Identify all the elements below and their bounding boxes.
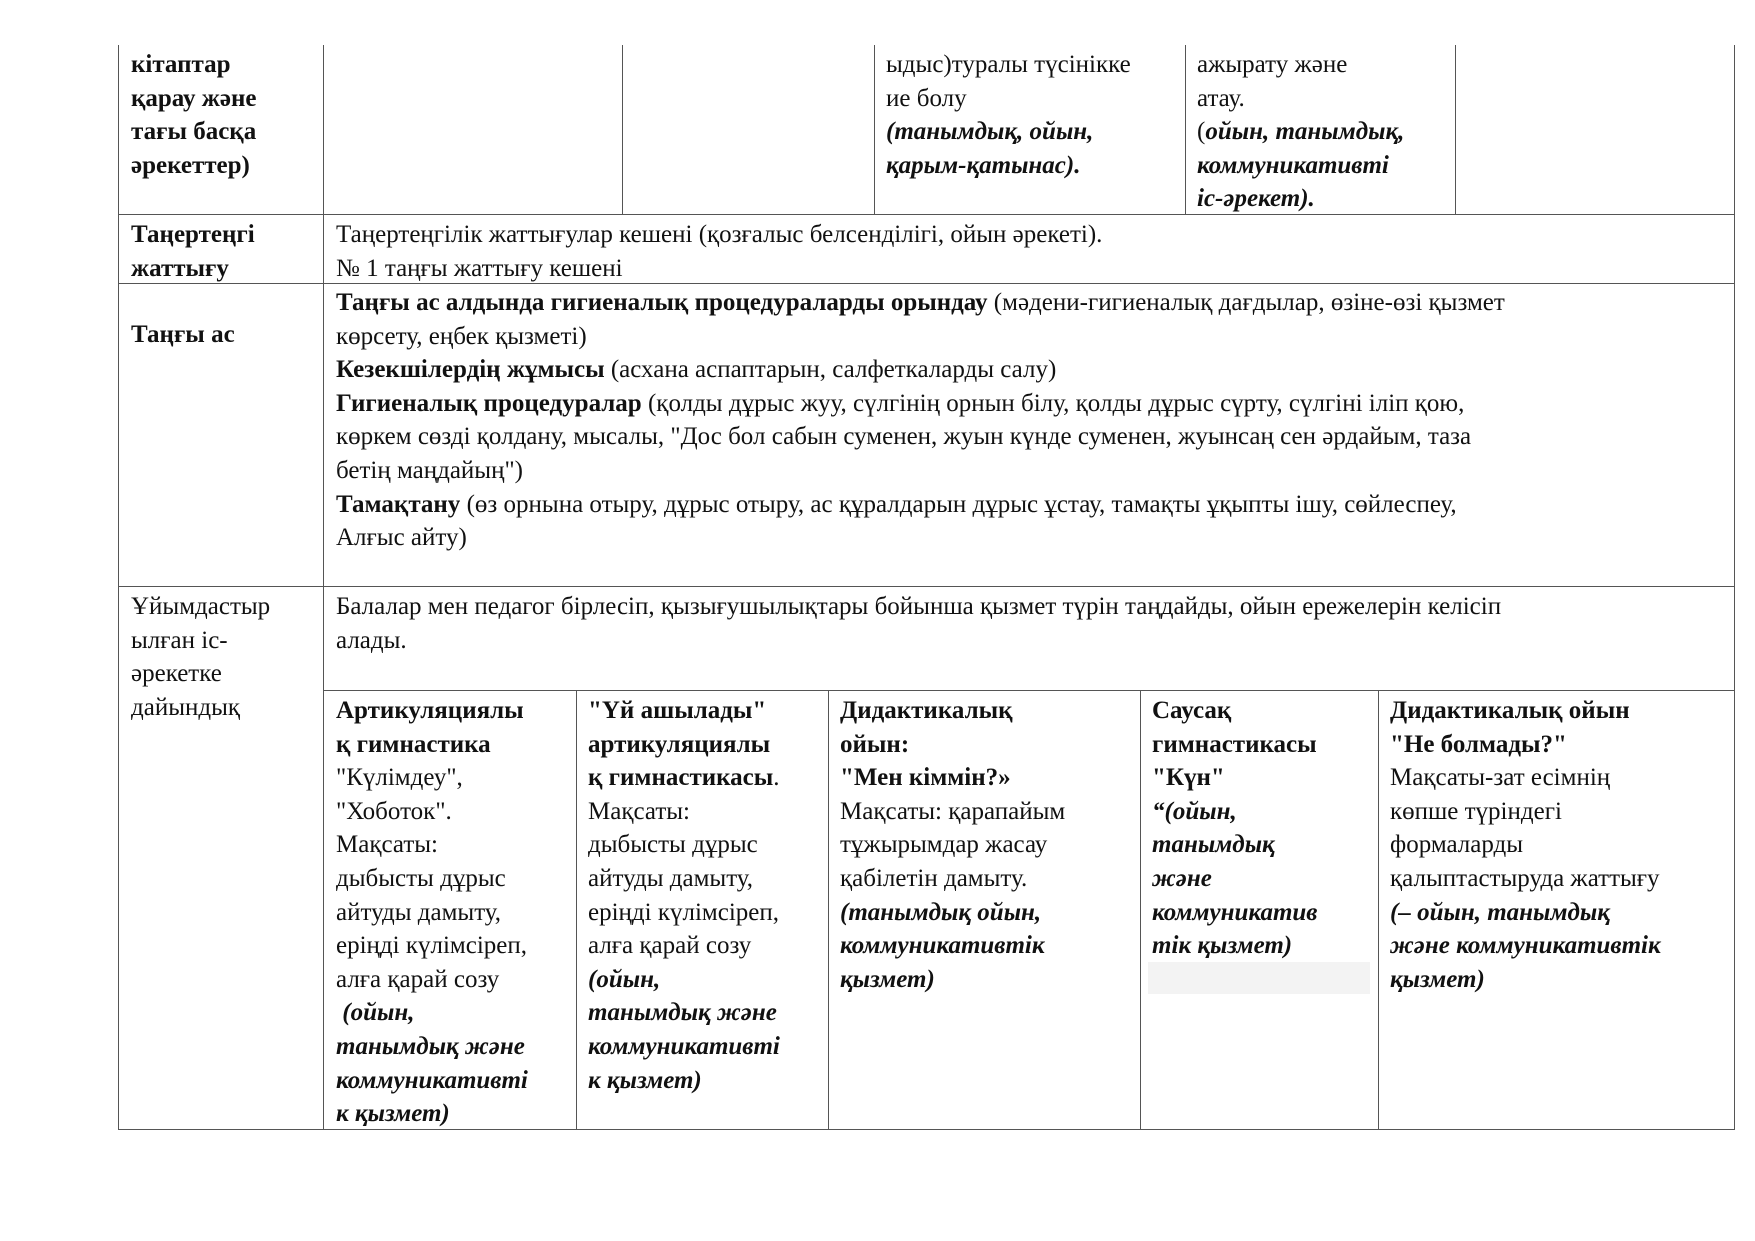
activity-title: қ гимнастика: [336, 730, 491, 758]
activity-line: "Хоботок".: [336, 797, 452, 825]
cell-line: ажырату және: [1197, 51, 1348, 78]
activity-line: алға қарай созу: [336, 965, 500, 993]
activity-type-note: коммуникативті: [1197, 151, 1389, 179]
activity-type-note: коммуникатив: [1152, 898, 1318, 926]
activity-type-note: қызмет): [1390, 965, 1485, 993]
breakfast-line: Алғыс айту): [336, 524, 467, 552]
label-line: дайындық: [131, 693, 241, 721]
table-rule: [874, 45, 875, 215]
breakfast-text: (асхана аспаптарын, салфеткаларды салу): [604, 356, 1057, 384]
label-line: әрекеттер): [131, 151, 250, 179]
table-rule: [1140, 690, 1141, 1130]
activity-line: алға қарай созу: [588, 932, 752, 960]
breakfast-line: [336, 387, 1731, 421]
activity-type-note: (ойын,: [336, 999, 415, 1027]
activity-type-note: тік қызмет): [1152, 932, 1293, 960]
exercise-line: Таңертеңгілік жаттығулар кешені (қозғалыс белсенділігі, ойын әрекеті).: [336, 221, 1103, 248]
breakfast-heading: Таңғы ас алдында гигиеналық процедураларды орындау: [336, 289, 988, 316]
activity-line: көпше түріндегі: [1390, 797, 1562, 825]
breakfast-row-content: [336, 286, 1731, 555]
top-row-cell-5: [1197, 48, 1452, 216]
table-rule: [576, 690, 577, 1130]
activity-cell-3: [840, 694, 1138, 996]
prep-row-label: [131, 590, 316, 724]
activity-type-note: танымдық: [1152, 831, 1275, 859]
activity-title: "Не болмады?": [1390, 730, 1567, 758]
table-rule: [1455, 45, 1456, 215]
paren: (: [1197, 118, 1206, 146]
activity-line: еріңді күлімсіреп,: [336, 932, 527, 960]
activity-line: "Күлімдеу",: [336, 764, 463, 792]
activity-title: "Мен кіммін?»: [840, 764, 1011, 792]
activity-line: тұжырымдар жасау: [840, 831, 1048, 859]
label-line: ылған іс-: [131, 626, 228, 654]
exercise-row-label: [131, 218, 316, 285]
breakfast-heading: Кезекшілердің жұмысы: [336, 356, 605, 384]
table-rule: [323, 45, 324, 1130]
breakfast-text: (өз орнына отыру, дұрыс отыру, ас құралдарын дұрыс ұстау, тамақты ұқыпты ішу, сөйлеспеу,: [460, 490, 1457, 518]
activity-title: артикуляциялы: [588, 730, 771, 758]
activity-type-note: іс-әрекет).: [1197, 185, 1315, 213]
activity-line: Мақсаты:: [336, 831, 438, 859]
activity-title: ойын:: [840, 730, 910, 758]
activity-title: "Үй ашылады": [588, 697, 767, 724]
activity-type-note: коммуникативті: [336, 1066, 528, 1094]
activity-line: еріңді күлімсіреп,: [588, 898, 779, 926]
activity-title: Дидактикалық ойын: [1390, 697, 1630, 724]
breakfast-row-label: [131, 318, 316, 352]
cell-line: атау.: [1197, 84, 1245, 112]
breakfast-line: көркем сөзді қолдану, мысалы, "Дос бол сабын суменен, жуын күнде суменен, жуынсаң сен әрдайым, таза: [336, 423, 1472, 451]
activity-line: формаларды: [1390, 831, 1524, 859]
activity-cell-4: [1152, 694, 1376, 963]
breakfast-heading: Тамақтану: [336, 490, 461, 518]
table-rule: [118, 586, 1735, 587]
label-line: Таңертеңгі: [131, 221, 255, 248]
cell-line: ыдыс)туралы түсінікке: [886, 51, 1131, 78]
activity-line: қабілетін дамыту.: [840, 864, 1028, 892]
label-line: кітаптар: [131, 51, 231, 78]
activity-type-note: қарым-қатынас).: [886, 151, 1081, 179]
activity-title: "Күн": [1152, 764, 1225, 792]
breakfast-line: [336, 286, 1731, 320]
activity-title: гимнастикасы: [1152, 730, 1317, 758]
label-line: жаттығу: [131, 254, 229, 282]
activity-type-note: к қызмет): [336, 1100, 450, 1128]
activity-type-note: [1197, 115, 1452, 149]
table-rule: [118, 45, 119, 1130]
activity-cell-1: [336, 694, 574, 1131]
activity-type-note: (– ойын, танымдық: [1390, 898, 1610, 926]
table-rule: [1734, 45, 1735, 1130]
breakfast-line: бетің маңдайың"): [336, 456, 524, 484]
cell-line: ие болу: [886, 84, 967, 112]
breakfast-line: [336, 488, 1731, 522]
activity-title: Саусақ: [1152, 697, 1232, 724]
activity-line: Мақсаты:: [588, 797, 690, 825]
intro-line: Балалар мен педагог бірлесіп, қызығушылықтары бойынша қызмет түрін таңдайды, ойын ережелерін келісіп: [336, 593, 1502, 620]
activity-type-text: ойын, танымдық,: [1205, 118, 1405, 146]
breakfast-line: көрсету, еңбек қызметі): [336, 322, 587, 350]
activity-title: Артикуляциялы: [336, 697, 524, 724]
intro-line: алады.: [336, 626, 407, 654]
activity-type-note: коммуникативтік: [840, 932, 1045, 960]
activity-type-note: және: [1152, 864, 1212, 892]
top-row-cell-4: [886, 48, 1181, 182]
activity-line: айтуды дамыту,: [588, 864, 754, 892]
label-line: Ұйымдастыр: [131, 593, 271, 620]
activity-line: Мақсаты: қарапайым: [840, 797, 1066, 825]
activity-title: Дидактикалық: [840, 697, 1013, 724]
top-row-label: [131, 48, 316, 182]
table-rule: [828, 690, 829, 1130]
activity-cell-2: [588, 694, 826, 1097]
activity-type-note: және коммуникативтік: [1390, 932, 1661, 960]
table-rule: [323, 690, 1735, 691]
table-rule: [622, 45, 623, 215]
period: .: [773, 764, 780, 792]
activity-cell-5: [1390, 694, 1732, 996]
activity-type-note: коммуникативті: [588, 1032, 780, 1060]
cell-highlight: [1148, 962, 1370, 994]
activity-type-note: (танымдық, ойын,: [886, 118, 1094, 146]
breakfast-text: (мәдени-гигиеналық дағдылар, өзіне-өзі қызмет: [987, 289, 1505, 316]
activity-type-note: к қызмет): [588, 1066, 702, 1094]
activity-type-note: (ойын,: [588, 965, 661, 993]
table-rule: [1185, 45, 1186, 215]
activity-title: [588, 761, 826, 795]
activity-line: Мақсаты-зат есімнің: [1390, 764, 1611, 792]
table-rule: [118, 214, 1735, 215]
exercise-line: № 1 таңғы жаттығу кешені: [336, 254, 623, 282]
activity-type-note: “(ойын,: [1152, 797, 1237, 825]
breakfast-line: [336, 353, 1731, 387]
activity-title-text: қ гимнастикасы: [588, 764, 774, 792]
activity-line: қалыптастыруда жаттығу: [1390, 864, 1660, 892]
activity-type-note: танымдық және: [588, 999, 777, 1027]
prep-intro: [336, 590, 1731, 657]
activity-type-note: танымдық және: [336, 1032, 525, 1060]
activity-line: дыбысты дұрыс: [336, 864, 506, 892]
activity-type-note: (танымдық ойын,: [840, 898, 1042, 926]
activity-type-note: қызмет): [840, 965, 935, 993]
label-line: қарау және: [131, 84, 257, 112]
breakfast-heading: Гигиеналық процедуралар: [336, 389, 642, 417]
label-line: Таңғы ас: [131, 321, 235, 348]
breakfast-text: (қолды дұрыс жуу, сүлгінің орнын білу, қолды дұрыс сүрту, сүлгіні іліп қою,: [641, 389, 1465, 417]
exercise-row-content: [336, 218, 1726, 285]
activity-line: дыбысты дұрыс: [588, 831, 758, 859]
activity-line: айтуды дамыту,: [336, 898, 502, 926]
label-line: әрекетке: [131, 660, 222, 688]
table-rule: [1378, 690, 1379, 1130]
label-line: тағы басқа: [131, 118, 257, 146]
